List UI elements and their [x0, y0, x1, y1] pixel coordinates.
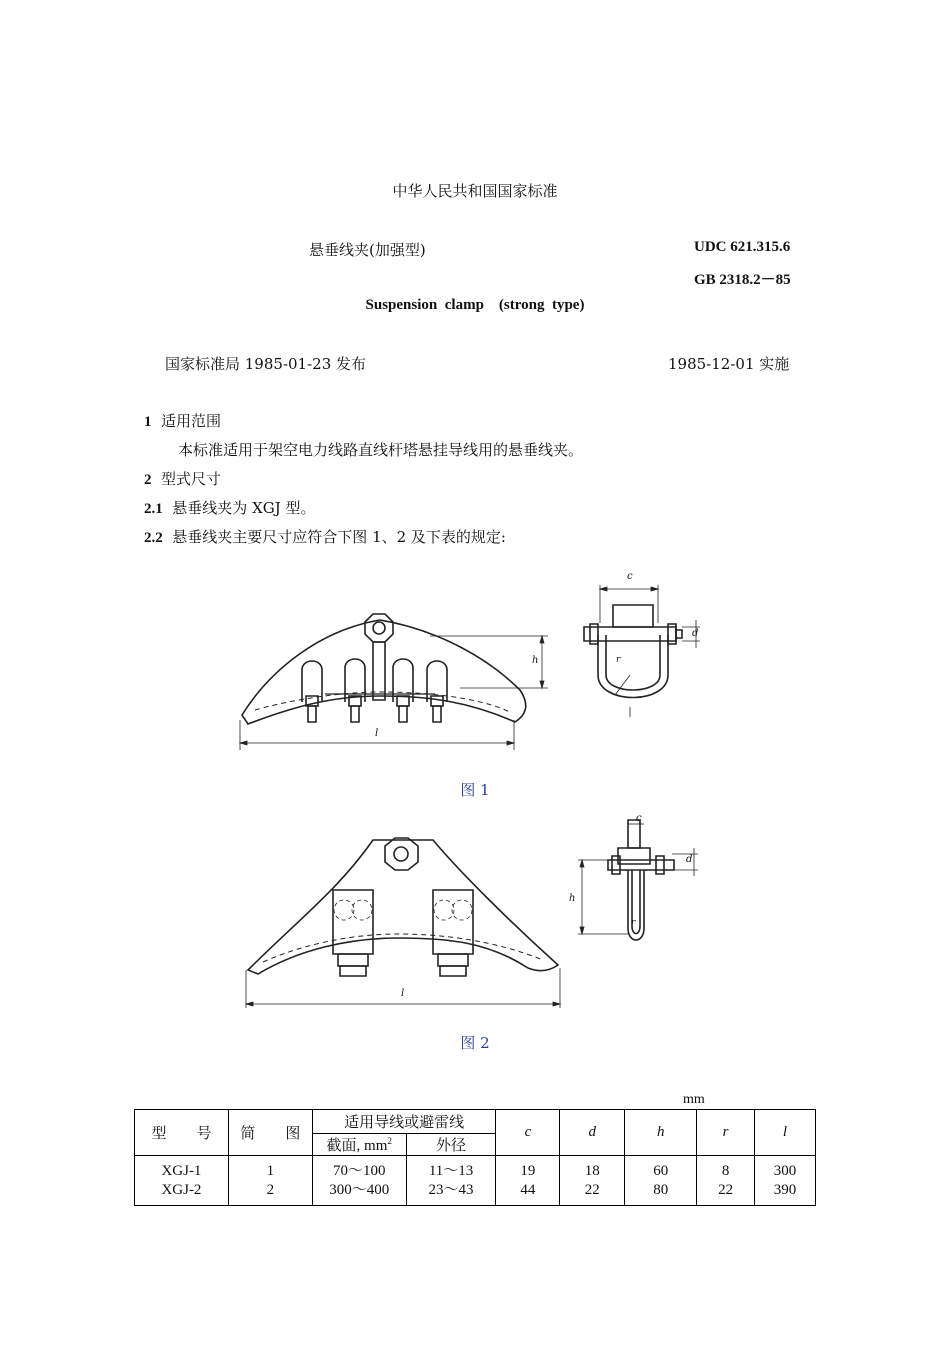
header-section-sup: 2 [387, 1136, 392, 1146]
dim-d-label: d [692, 628, 699, 639]
standard-name-en: Suspension clamp (strong type) [365, 297, 585, 313]
section-1-heading [144, 410, 221, 431]
section-text: 悬垂线夹为 XGJ 型。 [172, 499, 316, 517]
dim-c-label: c [636, 813, 642, 824]
figure-1-caption: 图 1 [460, 781, 490, 799]
cell-value: 2 [266, 1181, 275, 1198]
cell-value: 18 [584, 1162, 600, 1179]
cell-value: 11～13 [428, 1162, 474, 1179]
header-conductor-group: 适用导线或避雷线 [312, 1110, 496, 1134]
cell-value: XGJ-1 [161, 1162, 202, 1179]
header-d: d [560, 1110, 625, 1156]
cell-value: 300～400 [329, 1181, 390, 1198]
cell-value: 44 [520, 1181, 536, 1198]
cell-d [560, 1156, 625, 1206]
dim-c-label: c [627, 571, 633, 582]
cell-outer [406, 1156, 496, 1206]
cell-value: 23～43 [428, 1181, 474, 1198]
section-1-text: 本标准适用于架空电力线路直线杆塔悬挂导线用的悬垂线夹。 [178, 441, 584, 459]
section-title: 型式尺寸 [161, 470, 222, 488]
cell-value: XGJ-2 [161, 1181, 202, 1198]
cell-section [312, 1156, 406, 1206]
cell-value: 80 [653, 1181, 669, 1198]
figure-1-main-view [230, 600, 550, 760]
section-title: 适用范围 [161, 412, 222, 430]
header-l: l [755, 1110, 816, 1156]
header-c: c [496, 1110, 560, 1156]
cell-value: 390 [773, 1181, 797, 1198]
header-sketch: 简 图 [228, 1110, 312, 1156]
cell-value: 70～100 [332, 1162, 386, 1179]
cell-value: 60 [653, 1162, 669, 1179]
header-model: 型 号 [135, 1110, 229, 1156]
cell-value: 22 [718, 1181, 734, 1198]
cell-c [496, 1156, 560, 1206]
header-r: r [697, 1110, 755, 1156]
dim-r-label: r [631, 918, 636, 928]
cell-h [625, 1156, 697, 1206]
dim-d-label: d [686, 854, 693, 865]
cell-value: 8 [721, 1162, 730, 1179]
dim-l-label: l [375, 728, 379, 739]
dim-h-label: h [532, 655, 539, 666]
header-section-text: 截面, mm [326, 1138, 388, 1154]
figure-2-side-view [572, 810, 702, 950]
figure-2-caption: 图 2 [460, 1034, 490, 1052]
header-h: h [625, 1110, 697, 1156]
section-number: 2 [144, 472, 152, 488]
cell-value: 1 [266, 1162, 275, 1179]
issue-date: 国家标准局 1985-01-23 发布 [165, 355, 367, 373]
dim-r-label: r [616, 655, 621, 665]
dimension-table [134, 1109, 816, 1206]
table-unit: mm [683, 1092, 705, 1107]
dim-h-label: h [569, 893, 576, 904]
cell-r [697, 1156, 755, 1206]
section-2-2 [144, 526, 506, 547]
effective-date: 1985-12-01 实施 [668, 355, 790, 373]
cell-sketch [228, 1156, 312, 1206]
cell-model [135, 1156, 229, 1206]
section-number: 2.2 [144, 530, 163, 546]
dim-l-label: l [401, 988, 405, 999]
section-number: 2.1 [144, 501, 163, 517]
section-number: 1 [144, 414, 152, 430]
figure-1-side-view [570, 575, 700, 720]
cell-value: 19 [520, 1162, 536, 1179]
header-section [312, 1134, 406, 1156]
section-2-1 [144, 497, 316, 518]
cell-value: 22 [584, 1181, 600, 1198]
standard-name-cn: 悬垂线夹(加强型) [309, 241, 426, 259]
doc-title: 中华人民共和国国家标准 [392, 182, 558, 200]
cell-l [755, 1156, 816, 1206]
udc-code: UDC 621.315.6 [694, 239, 791, 255]
section-2-heading [144, 468, 221, 489]
header-outer-diameter: 外径 [406, 1134, 496, 1156]
gb-code: GB 2318.2－85 [694, 272, 791, 288]
figure-2-main-view [238, 830, 568, 1010]
section-text: 悬垂线夹主要尺寸应符合下图 1、2 及下表的规定: [172, 528, 506, 546]
table-row [135, 1156, 816, 1206]
cell-value: 300 [773, 1162, 797, 1179]
